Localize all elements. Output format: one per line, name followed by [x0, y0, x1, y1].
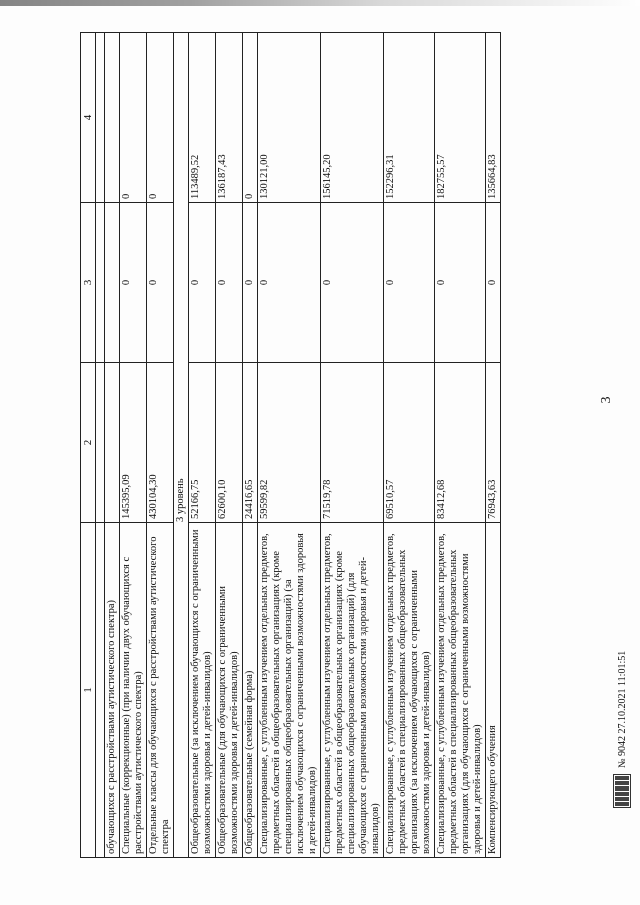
row-label-cell: Специальные (коррекционные) (при наличии двух обучающихся с расстройствами аутистического спектра) — [120, 523, 147, 858]
value-cell-col2 — [105, 363, 120, 523]
table-row — [120, 33, 147, 858]
value-cell-col3: 0 — [486, 203, 501, 363]
value-cell-col2: 59599,82 — [258, 363, 321, 523]
value-cell-col4: 136187,43 — [216, 33, 243, 203]
table-row — [105, 33, 120, 858]
value-cell-col3: 0 — [258, 203, 321, 363]
value-cell-col3: 0 — [216, 203, 243, 363]
value-cell-col4: 0 — [147, 33, 174, 203]
value-cell-col2: 62600,10 — [216, 363, 243, 523]
value-cell-col3: 0 — [147, 203, 174, 363]
spacer-cell — [96, 363, 105, 523]
document-footer — [612, 508, 632, 808]
value-cell-col3: 0 — [321, 203, 384, 363]
table-section-row — [174, 33, 189, 858]
row-label-cell: Специализированные, с углубленным изучением отдельных предметов, предметных областей в специализированных общеобразовательных организациях (для обучающихся с ограниченными возможностями здоровья и детей-инвалидов) — [435, 523, 486, 858]
value-cell-col3: 0 — [189, 203, 216, 363]
value-cell-col4 — [105, 33, 120, 203]
table-row — [147, 33, 174, 858]
table-row — [321, 33, 384, 858]
row-label-cell: Специализированные, с углубленным изучением отдельных предметов, предметных областей в общеобразовательных организациях (кроме специализированных общеобразовательных организаций) (за исключением обучающихся с ограниченными возможностями здоровья и детей-инвалидов) — [258, 523, 321, 858]
table-row — [486, 33, 501, 858]
value-cell-col2: 76943,63 — [486, 363, 501, 523]
header-cell: 3 — [81, 203, 96, 363]
table-spacer-row — [96, 33, 105, 858]
value-cell-col4: 113489,52 — [189, 33, 216, 203]
value-cell-col3: 0 — [435, 203, 486, 363]
page-number: 3 — [599, 396, 614, 404]
row-label-cell: Общеобразовательные (для обучающихся с ограниченными возможностями здоровья и детей-инвалидов) — [216, 523, 243, 858]
barcode-stamp-icon — [613, 774, 631, 808]
value-cell-col2: 71519,78 — [321, 363, 384, 523]
value-cell-col3: 0 — [243, 203, 258, 363]
registration-stamp-text: № 9042 27.10.2021 11:01:51 — [616, 650, 628, 768]
header-cell: 1 — [81, 523, 96, 858]
row-label-cell: Общеобразовательные (семейная форма) — [243, 523, 258, 858]
value-cell-col4: 156145,20 — [321, 33, 384, 203]
scan-edge-shadow — [0, 0, 640, 6]
row-label-cell: Специализированные, с углубленным изучением отдельных предметов, предметных областей в общеобразовательных организациях (кроме специализированных общеобразовательных организаций) (для обучающихся с ограниченными возможностями здоровья и детей-инвалидов) — [321, 523, 384, 858]
value-cell-col4: 0 — [120, 33, 147, 203]
spacer-cell — [96, 523, 105, 858]
header-cell: 2 — [81, 363, 96, 523]
row-label-cell: Специализированные, с углубленным изучением отдельных предметов, предметных областей в специализированных общеобразовательных организациях (за исключением обучающихся с ограниченными возможностями здоровья и детей-инвалидов) — [384, 523, 435, 858]
value-cell-col4: 0 — [243, 33, 258, 203]
value-cell-col3: 0 — [120, 203, 147, 363]
value-cell-col4: 130121,00 — [258, 33, 321, 203]
row-label-cell: Компенсирующего обучения — [486, 523, 501, 858]
value-cell-col4: 135664,83 — [486, 33, 501, 203]
rotated-table-container — [80, 33, 550, 858]
value-cell-col3: 0 — [384, 203, 435, 363]
row-label-cell: обучающихся с расстройствами аутистического спектра) — [105, 523, 120, 858]
value-cell-col2: 24416,65 — [243, 363, 258, 523]
spacer-cell — [96, 33, 105, 203]
table-row — [384, 33, 435, 858]
spacer-cell — [96, 203, 105, 363]
data-table — [80, 32, 501, 858]
value-cell-col4: 182755,57 — [435, 33, 486, 203]
value-cell-col2: 52166,75 — [189, 363, 216, 523]
table-row — [216, 33, 243, 858]
section-level-label: 3 уровень — [174, 33, 189, 858]
header-cell: 4 — [81, 33, 96, 203]
table-header-row — [81, 33, 96, 858]
value-cell-col2: 69510,57 — [384, 363, 435, 523]
table-row — [258, 33, 321, 858]
value-cell-col3 — [105, 203, 120, 363]
row-label-cell: Общеобразовательные (за исключением обучающихся с ограниченными возможностями здоровья и детей-инвалидов) — [189, 523, 216, 858]
table-row — [189, 33, 216, 858]
table-row — [243, 33, 258, 858]
value-cell-col2: 430104,30 — [147, 363, 174, 523]
value-cell-col2: 145395,09 — [120, 363, 147, 523]
value-cell-col2: 83412,68 — [435, 363, 486, 523]
row-label-cell: Отдельные классы для обучающихся с расстройствами аутистического спектра — [147, 523, 174, 858]
value-cell-col4: 152296,31 — [384, 33, 435, 203]
table-row — [435, 33, 486, 858]
